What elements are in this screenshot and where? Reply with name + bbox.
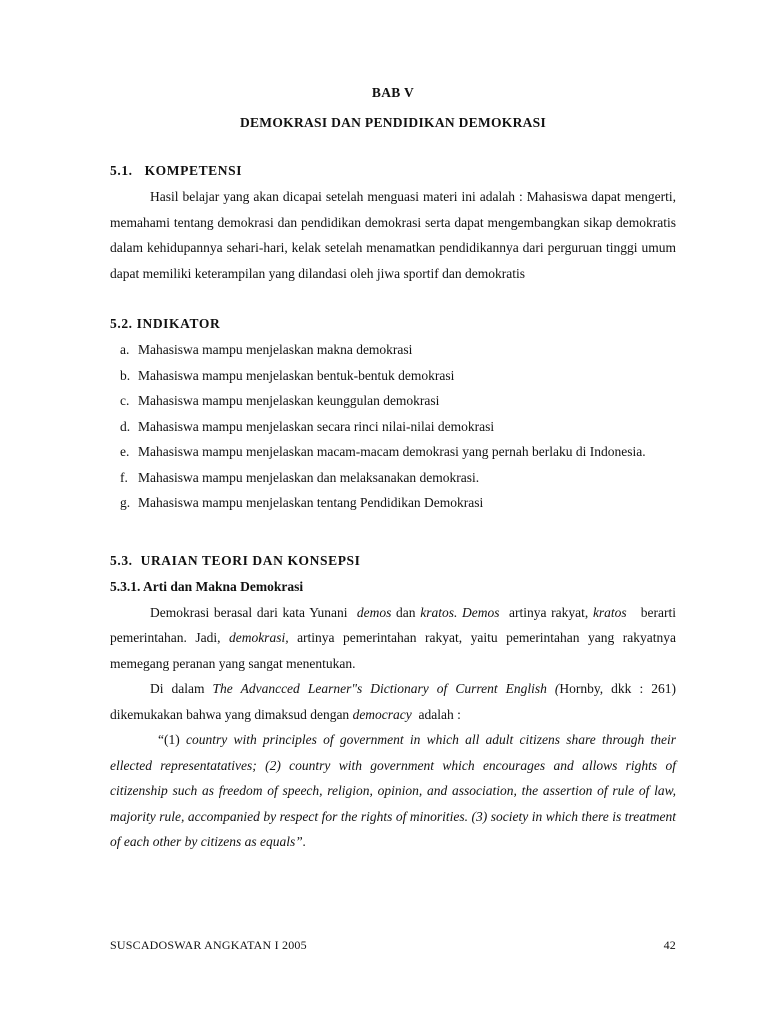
section-heading-uraian: 5.3. URAIAN TEORI DAN KONSEPSI bbox=[110, 552, 361, 568]
indicator-list bbox=[110, 337, 676, 516]
section-heading-kompetensi: 5.1. KOMPETENSI bbox=[110, 163, 243, 178]
paragraph-dictionary: Di dalam The Advancced Learner"s Dictionary of Current English (Hornby, dkk : 261) dikemukakan bahwa yang dimaksud dengan democracy adalah : bbox=[110, 681, 676, 722]
section-body-kompetensi: Hasil belajar yang akan dicapai setelah menguasi materi ini adalah : Mahasiswa dapat mengerti, memahami tentang demokrasi dan pendidikan demokrasi serta dapat mengembangkan sikap demokratis dalam kehidupannya sehari-hari, kelak setelah menamatkan pendidikannya dari perguruan tinggi umum dapat memiliki keterampilan yang dilandasi oleh jiwa sportif dan demokratis bbox=[110, 189, 676, 281]
document-page bbox=[110, 78, 680, 855]
footer-label: SUSCADOSWAR ANGKATAN I 2005 bbox=[110, 938, 307, 952]
quote-democracy: “(1) country with principles of government in which all adult citizens share through their ellected representatatives; (2) country with government which encourages and allows rights of citizenship such as freedom of speech, religion, opinion, and association, the assertion of rule of law, majority rule, accompanied by respect for the rights of minorities. (3) society in which there is treatment of each other by citizens as equals”. bbox=[110, 732, 676, 849]
list-item: d. Mahasiswa mampu menjelaskan secara rinci nilai-nilai demokrasi bbox=[120, 418, 495, 434]
paragraph-definition: Demokrasi berasal dari kata Yunani demos dan kratos. Demos artinya rakyat, kratos berarti pemerintahan. Jadi, demokrasi, artinya pemerintahan rakyat, yaitu pemerintahan yang rakyatnya memegang peranan yang sangat menentukan. bbox=[110, 604, 680, 671]
list-item: b. Mahasiswa mampu menjelaskan bentuk-bentuk demokrasi bbox=[120, 367, 455, 383]
list-item: f. Mahasiswa mampu menjelaskan dan melaksanakan demokrasi. bbox=[120, 469, 480, 485]
list-item: g. Mahasiswa mampu menjelaskan tentang Pendidikan Demokrasi bbox=[120, 495, 484, 510]
chapter-number: BAB V bbox=[371, 85, 415, 100]
list-item: a. Mahasiswa mampu menjelaskan makna demokrasi bbox=[120, 342, 413, 357]
page-footer bbox=[110, 938, 676, 953]
list-item: e. Mahasiswa mampu menjelaskan macam-macam demokrasi yang pernah berlaku di Indonesia. bbox=[120, 444, 646, 459]
section-heading-indikator: 5.2. INDIKATOR bbox=[110, 316, 221, 331]
subsection-heading-arti: 5.3.1. Arti dan Makna Demokrasi bbox=[110, 578, 304, 594]
list-item: c. Mahasiswa mampu menjelaskan keunggulan demokrasi bbox=[120, 393, 440, 408]
chapter-title: DEMOKRASI DAN PENDIDIKAN DEMOKRASI bbox=[239, 115, 547, 130]
page-number: 42 bbox=[663, 938, 676, 952]
